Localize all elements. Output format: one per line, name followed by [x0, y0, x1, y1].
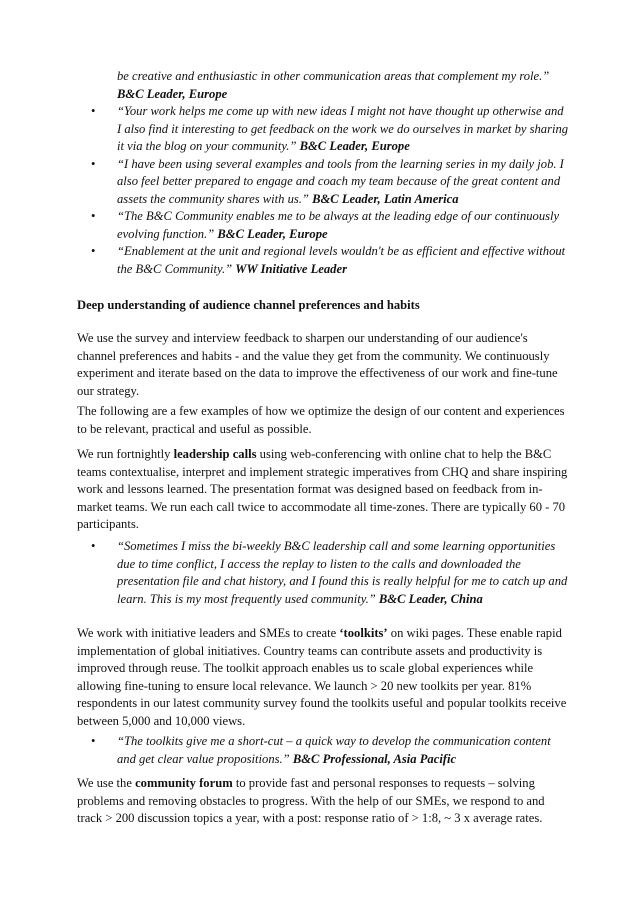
bullet-icon: • [91, 209, 96, 223]
text-run: We use the [77, 776, 136, 790]
paragraph [77, 775, 569, 828]
bullet-icon: • [91, 539, 96, 553]
quote-attribution: B&C Professional, Asia Pacific [292, 751, 457, 766]
continued-quote [77, 68, 569, 103]
bullet-icon: • [91, 244, 96, 258]
text-run: using web-conferencing with online chat to help the B&C teams contextualise, interpret and implement strategic imperatives from CHQ and share inspiring work and lessons learned. The presentation format was designed based on feedback from in-market teams. We run each call twice to accommodate all time-zones. There are typically 60 - 70 participants. [77, 447, 568, 531]
bold-term: leadership calls [173, 447, 257, 461]
paragraph: The following are a few examples of how we optimize the design of our content and experiences to be relevant, practical and useful as possible. [77, 404, 565, 436]
paragraph: We use the survey and interview feedback to sharpen our understanding of our audience's channel preferences and habits - and the value they get from the community. We continuously experiment and iterate based on the data to improve the effectiveness of our work and fine-tune our strategy. [77, 331, 558, 398]
paragraph [77, 625, 569, 730]
quote-list [77, 538, 569, 608]
quote-attribution: B&C Leader, China [378, 591, 483, 606]
quote-attribution: WW Initiative Leader [235, 261, 347, 276]
quote-attribution: B&C Leader, Europe [217, 226, 328, 241]
quote-list [77, 733, 569, 768]
bold-term: community forum [135, 776, 233, 790]
quote-text: “Sometimes I miss the bi-weekly B&C leadership call and some learning opportunities due to time conflict, I access the replay to listen to the calls and downloaded the presentation file and chat history, and I found this is really helpful for me to catch up and learn. This is my most frequently used community.” [117, 539, 568, 606]
list-item [77, 208, 569, 243]
quote-text: “I have been using several examples and tools from the learning series in my daily job. I also feel better prepared to engage and coach my team because of the great content and assets the community shares with us.” [117, 156, 564, 206]
quote-text: be creative and enthusiastic in other communication areas that complement my role.” [117, 69, 550, 83]
text-run: to provide fast and personal responses to requests – solving problems and removing obstacles to progress. With the help of our SMEs, we respond to and track > 200 discussion topics a year, with a post: response ratio of > 1:8, ~ 3 x average rates. [77, 776, 545, 825]
list-item [77, 156, 569, 209]
top-quote-list [77, 68, 569, 278]
quote-attribution: B&C Leader, Latin America [312, 191, 459, 206]
quote-attribution: B&C Leader, Europe [299, 139, 410, 153]
list-item [77, 243, 569, 278]
quote-text: “Enablement at the unit and regional levels wouldn't be as efficient and effective without the B&C Community.” [117, 244, 566, 276]
quote-text: “The toolkits give me a short-cut – a quick way to develop the communication content and get clear value propositions.” [117, 734, 551, 766]
bullet-icon: • [91, 104, 96, 118]
quote-text: “Your work helps me come up with new ideas I might not have thought up otherwise and I also find it interesting to get feedback on the work we do ourselves in market by sharing it via the blog on your community.” [117, 104, 569, 153]
list-item [77, 103, 569, 156]
section-heading: Deep understanding of audience channel preferences and habits [77, 298, 420, 312]
bullet-icon: • [91, 156, 96, 171]
text-run: We run fortnightly [77, 447, 174, 461]
bold-term: ‘toolkits’ [339, 626, 388, 640]
bullet-icon: • [91, 734, 96, 748]
quote-text: “The B&C Community enables me to be always at the leading edge of our continuously evolving function.” [117, 209, 560, 241]
list-item [77, 733, 569, 768]
text-run: on wiki pages. These enable rapid implementation of global initiatives. Country teams can contribute assets and productivity is improved through reuse. The toolkit approach enables us to scale global experiences while allowing fine-tuning to ensure local relevance. We launch > 20 new toolkits per year. 81% respondents in our latest community survey found the toolkits useful and popular toolkits receive between 5,000 and 10,000 views. [77, 626, 567, 728]
list-item [77, 538, 569, 608]
quote-attribution: B&C Leader, Europe [117, 86, 228, 101]
text-run: We work with initiative leaders and SMEs to create [77, 626, 340, 640]
paragraph [77, 446, 569, 534]
